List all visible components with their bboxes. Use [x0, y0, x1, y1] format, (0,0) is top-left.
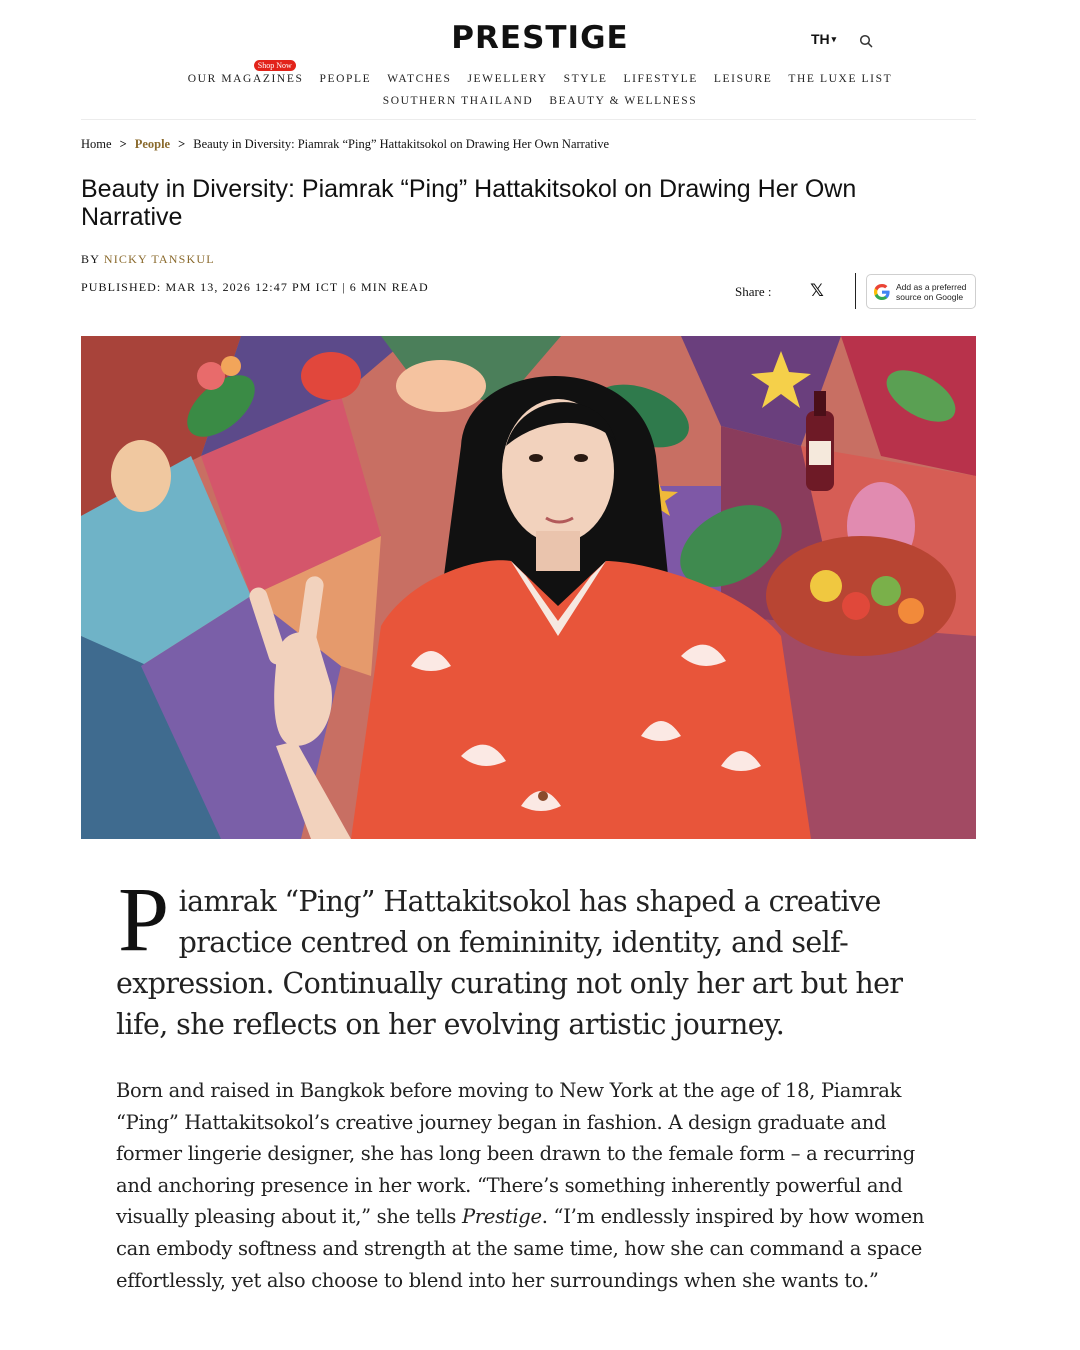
drop-cap: P: [118, 868, 169, 970]
google-button-line-1: Add as a preferred: [896, 282, 967, 292]
by-prefix: BY: [81, 252, 100, 266]
shop-now-badge[interactable]: Shop Now: [254, 60, 296, 71]
language-label: TH: [811, 31, 830, 47]
main-nav-row-2: [0, 95, 1080, 107]
language-switcher[interactable]: [811, 31, 836, 47]
x-share-icon[interactable]: 𝕏: [810, 281, 824, 301]
nav-item-jewellery[interactable]: JEWELLERY: [467, 73, 548, 85]
main-nav: [0, 61, 1080, 85]
body-text-part-1: Born and raised in Bangkok before moving to New York at the age of 18, Piamrak “Ping” Hattakitsokol’s creative journey began in fashion. A design graduate and former lingerie designer, she has long been drawn to the female form – a recurring and anchoring presence in her work. “There’s something inherently powerful and visually pleasing about it,” she tells: [116, 1079, 915, 1229]
nav-item-beauty-wellness[interactable]: BEAUTY & WELLNESS: [549, 95, 698, 107]
nav-item-our-magazines[interactable]: [187, 61, 304, 85]
site-logo[interactable]: PRESTIGE: [451, 20, 629, 56]
google-button-label: [896, 282, 966, 302]
google-icon: [872, 282, 892, 302]
nav-item-southern-thailand[interactable]: SOUTHERN THAILAND: [382, 95, 534, 107]
hero-image: [81, 336, 976, 839]
author-link[interactable]: NICKY TANSKUL: [103, 252, 215, 266]
nav-item-style[interactable]: STYLE: [563, 73, 608, 85]
nav-item-the-luxe-list[interactable]: THE LUXE LIST: [788, 73, 893, 85]
share-label: Share :: [735, 284, 772, 299]
google-preferred-source-button[interactable]: [866, 274, 976, 309]
breadcrumb-separator: >: [178, 137, 186, 151]
article-title: Beauty in Diversity: Piamrak “Ping” Hattakitsokol on Drawing Her Own Narrative: [81, 175, 857, 231]
chevron-down-icon: ▾: [831, 34, 837, 44]
byline: [81, 252, 215, 267]
breadcrumb-current: Beauty in Diversity: Piamrak “Ping” Hattakitsokol on Drawing Her Own Narrative: [193, 137, 610, 151]
nav-item-leisure[interactable]: LEISURE: [713, 73, 773, 85]
breadcrumb: [81, 137, 609, 152]
breadcrumb-category[interactable]: People: [134, 137, 171, 151]
hero-illustration: [81, 336, 976, 839]
nav-item-people[interactable]: PEOPLE: [319, 73, 372, 85]
google-button-line-2: source on Google: [896, 292, 964, 302]
nav-item-label: OUR MAGAZINES: [187, 73, 304, 85]
breadcrumb-separator: >: [119, 137, 127, 151]
publication-name: Prestige: [462, 1205, 542, 1229]
nav-item-watches[interactable]: WATCHES: [387, 73, 452, 85]
published-date: PUBLISHED: MAR 13, 2026 12:47 PM ICT | 6 MIN READ: [81, 280, 429, 294]
share-divider: [855, 273, 856, 309]
nav-item-lifestyle[interactable]: LIFESTYLE: [623, 73, 698, 85]
body-text-part-2: . “I’m endlessly inspired by how women can embody softness and strength at the same time, how she can command a space effortlessly, yet also choose to blend into her surroundings when she wants to.”: [116, 1205, 925, 1292]
lead-text: iamrak “Ping” Hattakitsokol has shaped a creative practice centred on femininity, identity, and self-expression. Continually curating not only her art but her life, she reflects on her evolving artistic journey.: [116, 885, 903, 1041]
search-icon[interactable]: [858, 33, 874, 49]
article-body-paragraph: [116, 1075, 956, 1296]
header-divider: [81, 119, 976, 120]
article-lead: [116, 868, 916, 1045]
breadcrumb-home[interactable]: Home: [81, 137, 112, 151]
